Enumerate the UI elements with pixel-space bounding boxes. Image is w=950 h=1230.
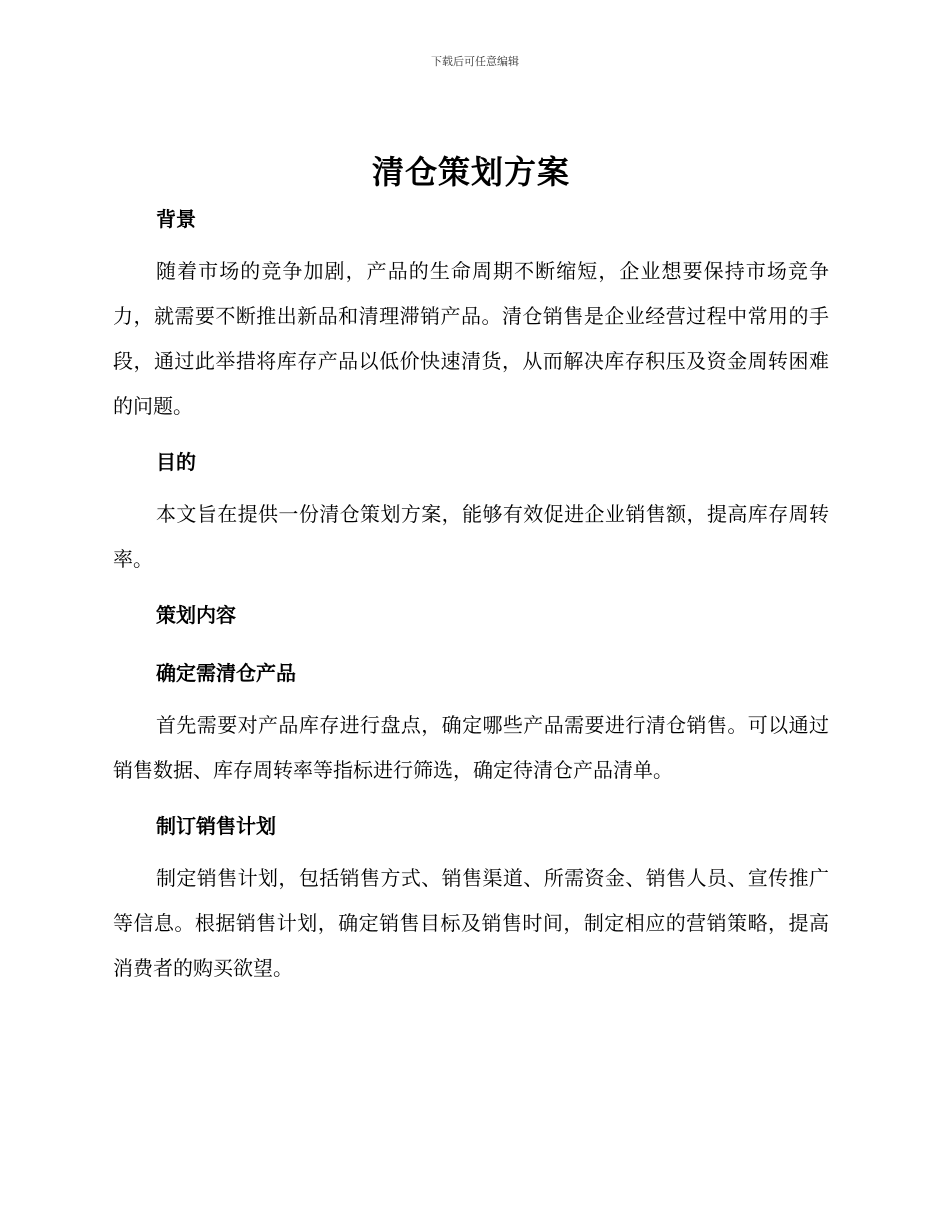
document-title: 清仓策划方案: [371, 153, 570, 191]
section-heading-identify-products: 确定需清仓产品: [156, 661, 296, 685]
section-heading-plan-content: 策划内容: [156, 603, 236, 627]
section-heading-background: 背景: [156, 207, 196, 231]
section-paragraph-identify-products: 首先需要对产品库存进行盘点，确定哪些产品需要进行清仓销售。可以通过销售数据、库存周转率等指标进行筛选，确定待清仓产品清单。: [113, 713, 829, 782]
document-body: [113, 150, 829, 991]
section-paragraph-purpose: 本文旨在提供一份清仓策划方案，能够有效促进企业销售额，提高库存周转率。: [113, 502, 829, 571]
section-paragraph-sales-plan: 制定销售计划，包括销售方式、销售渠道、所需资金、销售人员、宣传推广等信息。根据销售计划，确定销售目标及销售时间，制定相应的营销策略，提高消费者的购买欲望。: [113, 866, 829, 980]
page-header-note: 下载后可任意编辑: [431, 55, 519, 68]
section-heading-purpose: 目的: [156, 450, 196, 474]
section-heading-sales-plan: 制订销售计划: [156, 814, 276, 838]
section-paragraph-background: 随着市场的竞争加剧，产品的生命周期不断缩短，企业想要保持市场竞争力，就需要不断推出新品和清理滞销产品。清仓销售是企业经营过程中常用的手段，通过此举措将库存产品以低价快速清货，从而解决库存积压及资金周转困难的问题。: [113, 259, 829, 418]
